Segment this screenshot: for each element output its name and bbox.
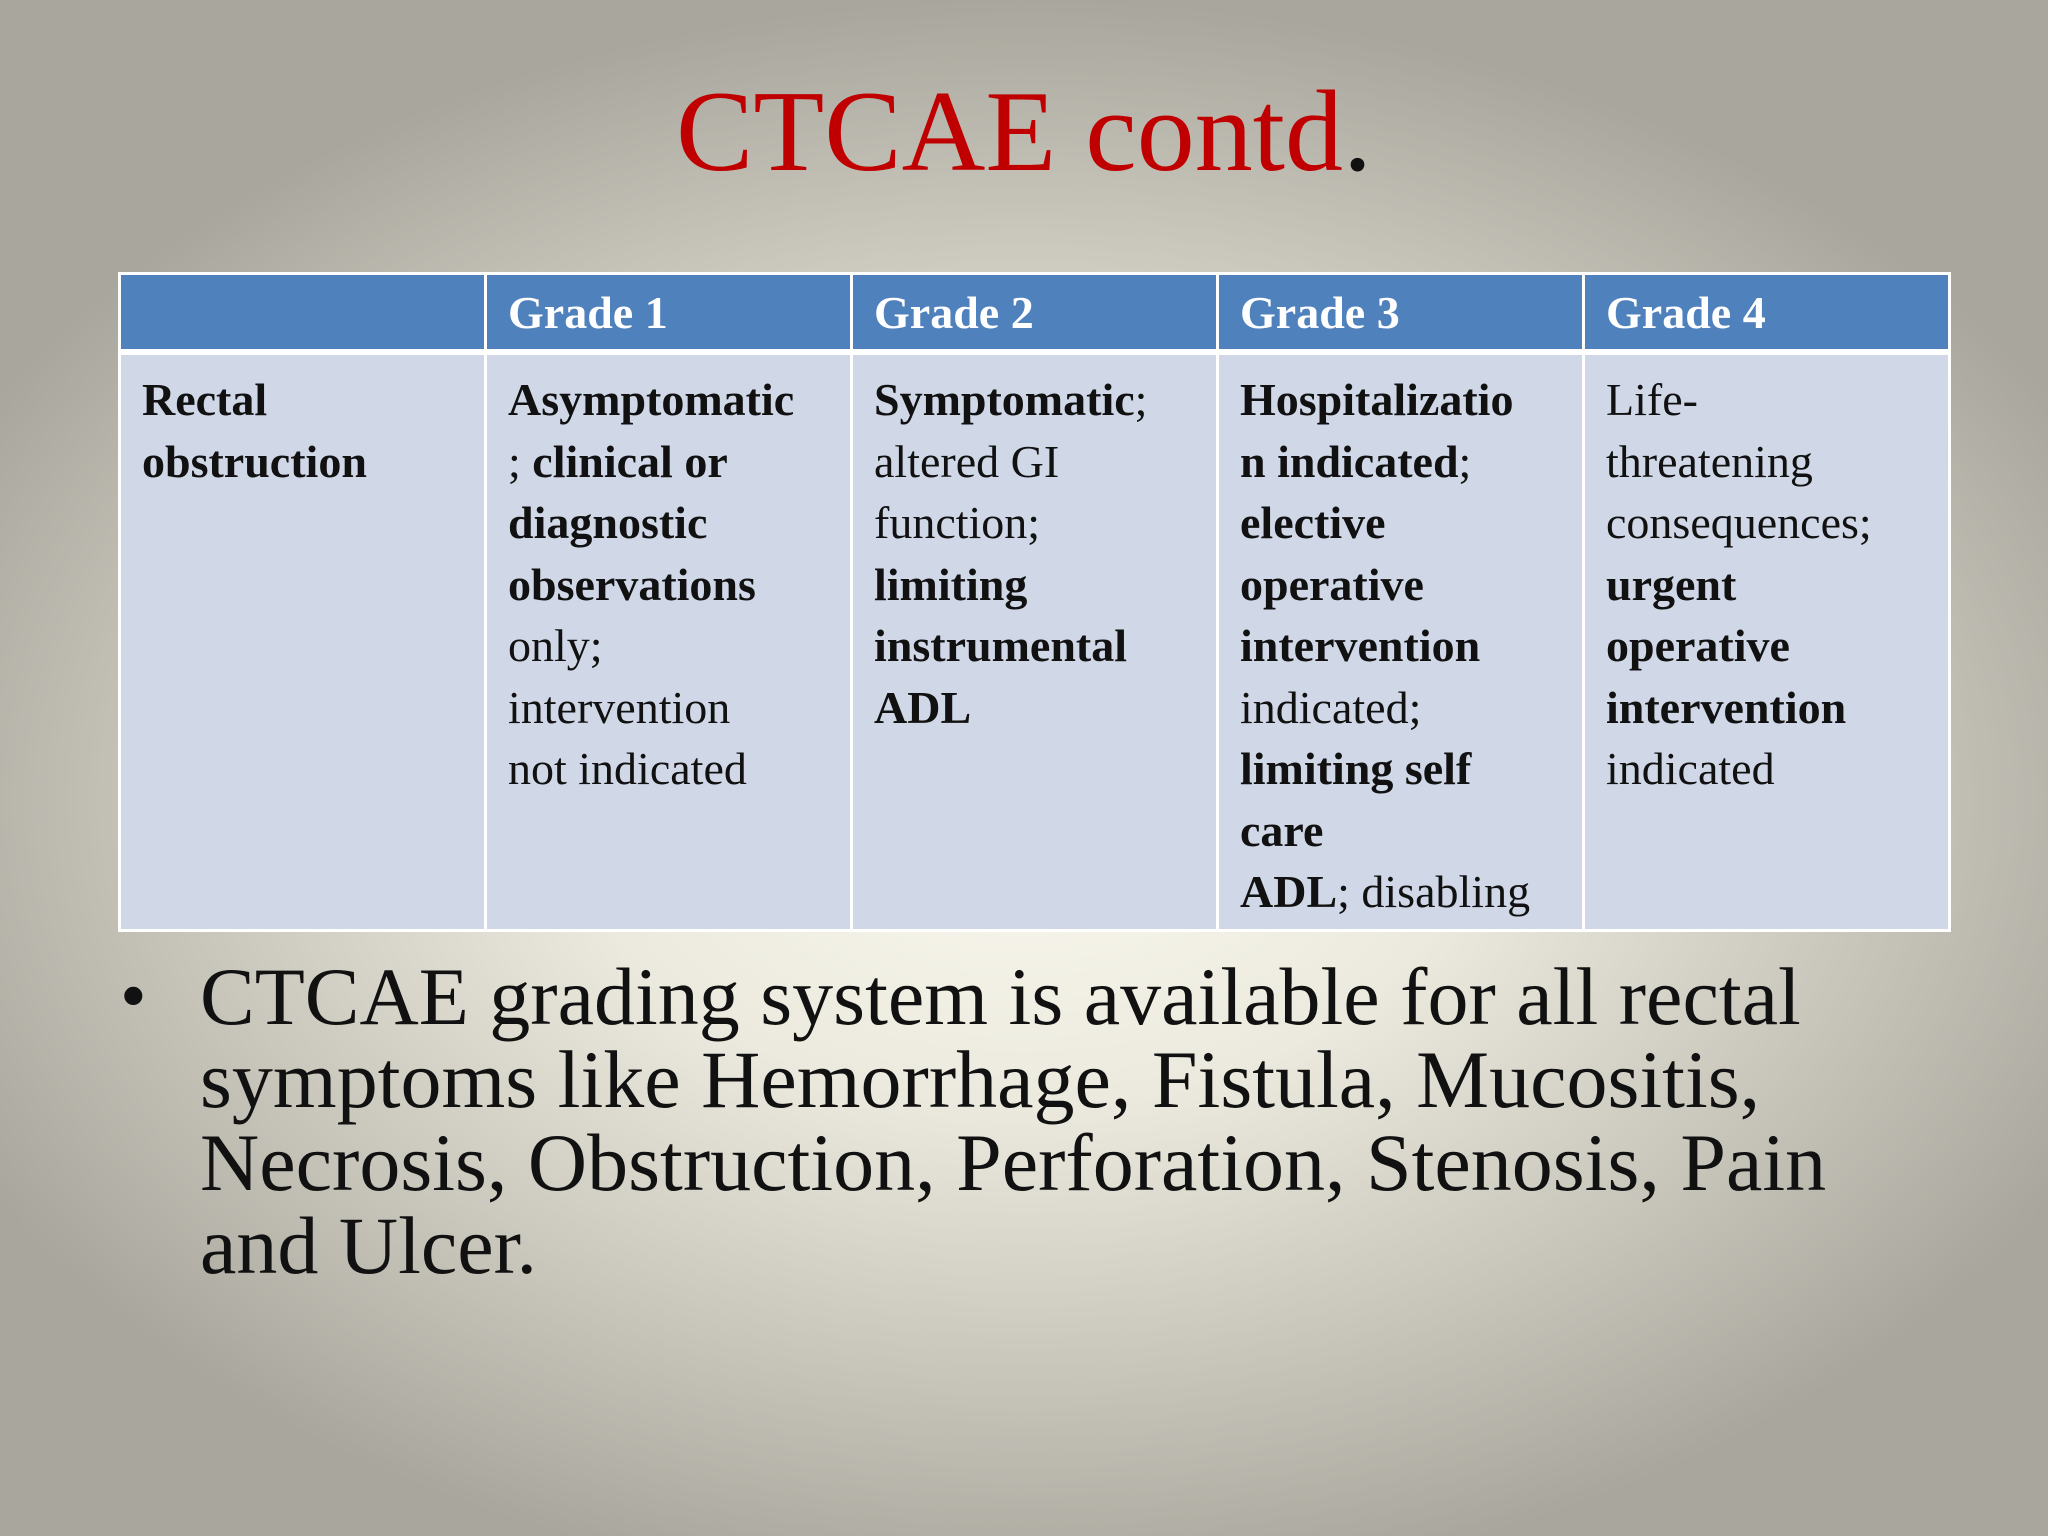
bold-text-run: Symptomatic — [874, 374, 1135, 425]
bold-text-run: observations — [508, 558, 756, 610]
cell-text-line — [508, 369, 842, 431]
cell-text-line — [1606, 492, 1940, 554]
text-run: indicated — [1606, 743, 1775, 794]
bold-text-run: elective — [1240, 497, 1386, 548]
bold-text-run: Hospitalizatio — [1240, 374, 1514, 425]
cell-text-line — [508, 431, 842, 493]
row-label-cell — [120, 352, 486, 930]
cell-text-line — [1240, 554, 1574, 616]
cell-text-line — [1606, 615, 1940, 677]
text-run: not indicated — [508, 743, 747, 794]
bold-text-run: care — [1240, 804, 1324, 856]
bold-text-run: operative — [1606, 620, 1790, 671]
grade-4-cell — [1584, 352, 1950, 930]
bold-text-run: urgent — [1606, 558, 1737, 610]
bold-text-run: Asymptomatic — [508, 374, 795, 425]
cell-text-line — [1606, 738, 1940, 800]
table-row-rectal-obstruction — [120, 352, 1950, 930]
bold-text-run: limiting self — [1240, 743, 1472, 794]
grade-1-cell — [486, 352, 852, 930]
cell-text-line — [1606, 554, 1940, 616]
slide-title-text: CTCAE contd — [676, 68, 1343, 196]
header-cell-grade-1: Grade 1 — [486, 274, 852, 353]
grade-2-cell — [852, 352, 1218, 930]
bullet-line: and Ulcer. — [200, 1200, 537, 1291]
bold-text-run: ADL — [874, 681, 972, 733]
bold-text-run: intervention — [1606, 681, 1847, 733]
ctcae-grade-table — [118, 272, 1951, 932]
cell-text-line — [874, 369, 1208, 431]
text-run: indicated; — [1240, 681, 1422, 733]
bullet-marker: • — [120, 954, 147, 1038]
cell-text-line — [508, 738, 842, 800]
text-run: only; — [508, 620, 603, 671]
cell-text-line — [874, 431, 1208, 493]
text-run: consequences; — [1606, 497, 1872, 548]
bold-text-run: n indicated — [1240, 435, 1459, 487]
bold-text-run: limiting — [874, 558, 1028, 610]
cell-text-line — [508, 554, 842, 616]
text-run: ; disabling — [1337, 866, 1531, 917]
cell-text-line — [1606, 677, 1940, 739]
text-run: function; — [874, 497, 1041, 548]
header-cell-grade-4: Grade 4 — [1584, 274, 1950, 353]
text-run: threatening — [1606, 435, 1813, 487]
bold-text-run: operative — [1240, 558, 1424, 610]
cell-text-line — [1240, 492, 1574, 554]
row-label-line: obstruction — [142, 435, 367, 487]
bold-text-run: intervention — [1240, 620, 1481, 671]
cell-text-line — [1240, 738, 1574, 800]
header-cell-empty — [120, 274, 486, 353]
cell-text-line — [1606, 369, 1940, 431]
cell-text-line — [874, 677, 1208, 739]
header-cell-grade-3: Grade 3 — [1218, 274, 1584, 353]
cell-text-line — [1240, 861, 1574, 923]
text-run: Life- — [1606, 374, 1698, 425]
bullet-text — [200, 951, 1980, 1291]
bullet-line: CTCAE grading system is available for all rectal — [200, 951, 1801, 1042]
text-run: ; — [1134, 374, 1148, 425]
bold-text-run: diagnostic — [508, 497, 708, 548]
text-run: altered GI — [874, 435, 1060, 487]
cell-text-line — [874, 615, 1208, 677]
slide-title — [0, 62, 2048, 202]
cell-text-line — [1240, 615, 1574, 677]
cell-text-line — [1240, 431, 1574, 493]
bold-text-run: instrumental — [874, 620, 1127, 671]
cell-text-line — [508, 615, 842, 677]
cell-text-line — [874, 492, 1208, 554]
slide-title-period: . — [1342, 68, 1372, 196]
cell-text-line — [1240, 800, 1574, 862]
cell-text-line — [508, 492, 842, 554]
cell-text-line — [1240, 677, 1574, 739]
bullet-line: symptoms like Hemorrhage, Fistula, Mucositis, — [200, 1034, 1761, 1125]
cell-text-line — [1240, 369, 1574, 431]
text-run: ; — [1458, 435, 1472, 487]
cell-text-line — [874, 554, 1208, 616]
row-label-line: Rectal — [142, 374, 268, 425]
bullet-line: Necrosis, Obstruction, Perforation, Stenosis, Pain — [200, 1117, 1827, 1208]
bold-text-run: ADL — [1240, 866, 1338, 917]
table-header-row — [120, 274, 1950, 353]
text-run: ; — [508, 435, 533, 487]
cell-text-line — [508, 677, 842, 739]
bold-text-run: clinical or — [532, 435, 728, 487]
cell-text-line — [1606, 431, 1940, 493]
text-run: intervention — [508, 681, 731, 733]
header-cell-grade-2: Grade 2 — [852, 274, 1218, 353]
grade-3-cell — [1218, 352, 1584, 930]
